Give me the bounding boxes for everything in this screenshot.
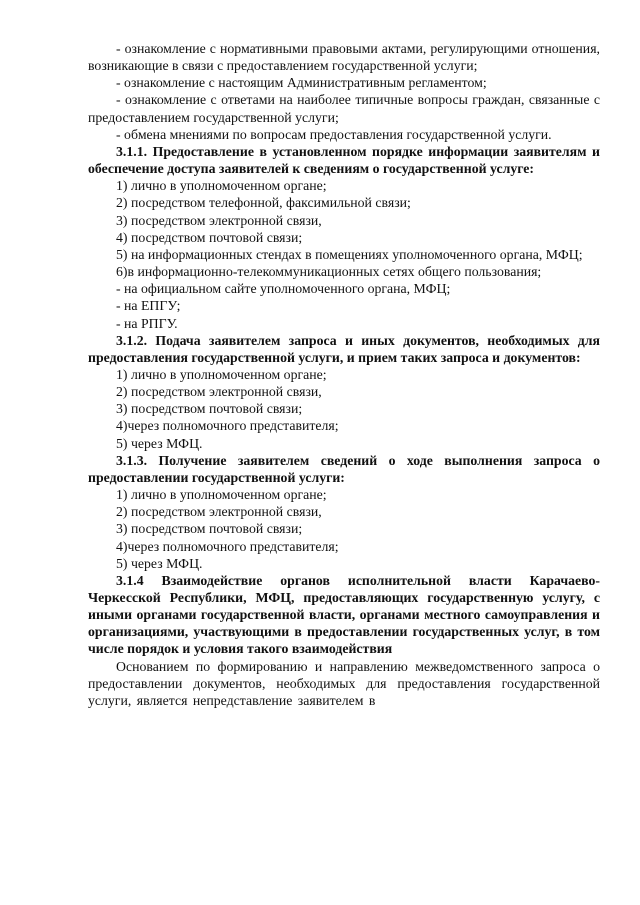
list-item: 4)через полномочного представителя; xyxy=(116,538,339,554)
intro-item: - обмена мнениями по вопросам предоставления государственной услуги. xyxy=(116,126,552,142)
list-item: 2) посредством электронной связи, xyxy=(116,384,322,400)
section-3-1-1-heading: 3.1.1. Предоставление в установленном порядке информации заявителям и обеспечение доступа заявителей к сведениям о государственной услуге: xyxy=(88,143,600,177)
intro-item: - ознакомление с настоящим Административным регламентом; xyxy=(116,75,487,91)
section-3-1-4-paragraph: Основанием по формированию и направлению межведомственного запроса о предоставлении документов, необходимых для предоставления государственной услуги, является непредставление заявителем в xyxy=(88,658,600,708)
list-item: 2) посредством телефонной, факсимильной связи; xyxy=(116,195,411,211)
list-item: - на РПГУ. xyxy=(116,315,178,331)
list-item: 1) лично в уполномоченном органе; xyxy=(116,487,327,503)
list-item: - на официальном сайте уполномоченного органа, МФЦ; xyxy=(116,281,451,297)
section-3-1-4-heading: 3.1.4 Взаимодействие органов исполнительной власти Карачаево-Черкесской Республики, МФЦ, предоставляющих государственную услугу, с иными органами государственной власти, органами местного самоуправления и организациями, участвующими в предоставлении государственных услуг, в том числе порядок и условия такого взаимодействия xyxy=(88,572,600,657)
list-item: - на ЕПГУ; xyxy=(116,298,181,314)
list-item: 3) посредством почтовой связи; xyxy=(116,521,303,537)
list-item: 6)в информационно-телекоммуникационных сетях общего пользования; xyxy=(116,264,542,280)
list-item: 2) посредством электронной связи, xyxy=(116,504,322,520)
list-item: 1) лично в уполномоченном органе; xyxy=(116,178,327,194)
intro-item: - ознакомление с нормативными правовыми актами, регулирующими отношения, возникающие в связи с предоставлением государственной услуги; xyxy=(88,41,600,74)
intro-item: - ознакомление с ответами на наиболее типичные вопросы граждан, связанные с предоставлением государственной услуги; xyxy=(88,92,600,125)
list-item: 3) посредством почтовой связи; xyxy=(116,401,303,417)
section-3-1-3-heading: 3.1.3. Получение заявителем сведений о ходе выполнения запроса о предоставлении государственной услуги: xyxy=(88,452,600,485)
list-item: 1) лично в уполномоченном органе; xyxy=(116,366,327,382)
list-item: 5) через МФЦ. xyxy=(116,555,203,571)
list-item: 5) через МФЦ. xyxy=(116,435,203,451)
list-item: 4)через полномочного представителя; xyxy=(116,418,339,434)
section-3-1-2-heading: 3.1.2. Подача заявителем запроса и иных документов, необходимых для предоставления государственной услуги, и прием таких запроса и документов: xyxy=(88,332,600,365)
list-item: 3) посредством электронной связи, xyxy=(116,212,322,228)
list-item: 5) на информационных стендах в помещениях уполномоченного органа, МФЦ; xyxy=(116,246,583,262)
list-item: 4) посредством почтовой связи; xyxy=(116,229,303,245)
